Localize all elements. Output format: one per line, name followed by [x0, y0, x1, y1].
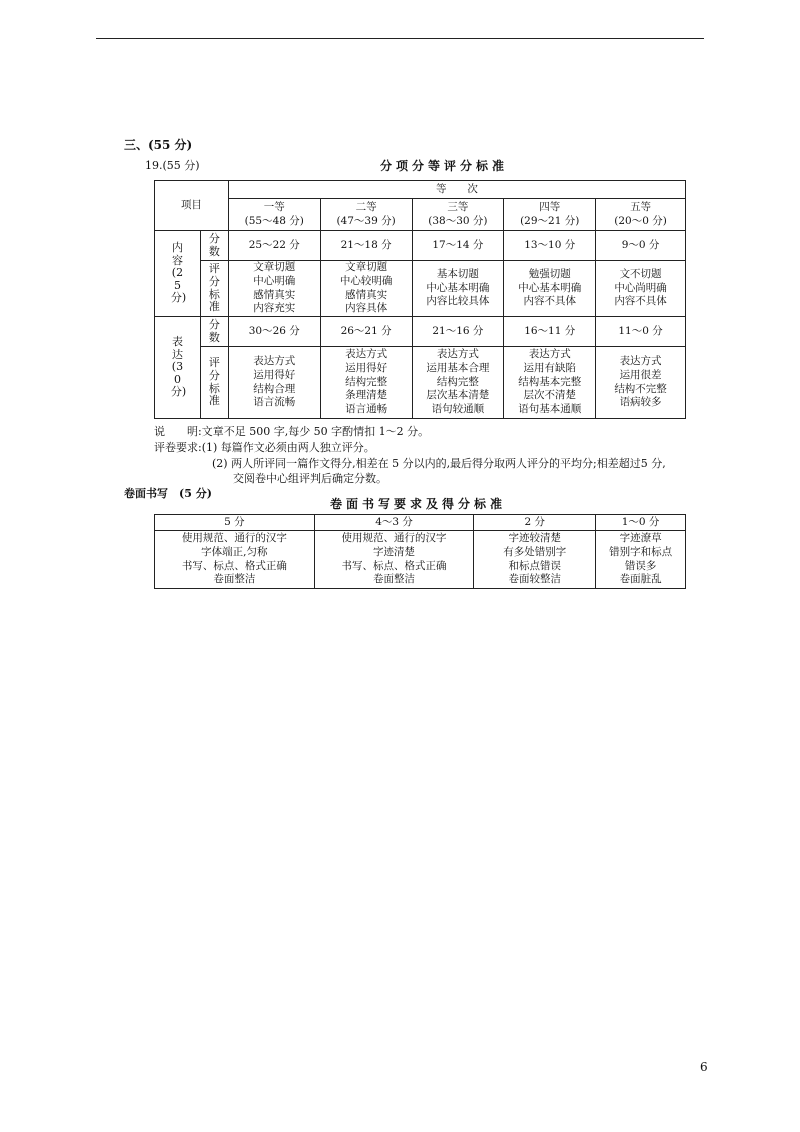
expression-label-cell [155, 317, 201, 419]
grade-name: 一等 [263, 200, 285, 213]
handwriting-header: 5 分 [155, 515, 315, 531]
content-score: 9～0 分 [596, 231, 686, 261]
item-header: 项目 [155, 181, 229, 231]
expression-score: 26～21 分 [320, 317, 412, 347]
expression-criteria-label-cell [200, 347, 228, 419]
expression-criteria: 表达方式 运用得好 结构合理 语言流畅 [228, 347, 320, 419]
content-criteria-label-cell [200, 261, 228, 317]
explain-note: 说 明:文章不足 500 字,每少 50 字酌情扣 1～2 分。 [154, 425, 430, 438]
expression-score: 16～11 分 [504, 317, 596, 347]
question-label: 19.(55 分) [145, 159, 200, 172]
expression-criteria: 表达方式 运用得好 结构完整 条理清楚 语言通畅 [320, 347, 412, 419]
grade-4-header [504, 199, 596, 231]
content-label-cell [155, 231, 201, 317]
handwriting-header: 1～0 分 [596, 515, 686, 531]
content-label: 内容(25分) [170, 240, 187, 305]
score-label: 分数 [208, 231, 220, 258]
handwriting-header: 4～3 分 [314, 515, 474, 531]
content-criteria: 基本切题 中心基本明确 内容比较具体 [412, 261, 504, 317]
handwriting-header: 2 分 [474, 515, 596, 531]
page-number: 6 [700, 1060, 708, 1074]
grade-range: (38～30 分) [428, 214, 488, 227]
expression-label: 表达(30分) [170, 334, 187, 399]
requirement-2: (2) 两人所评同一篇作文得分,相差在 5 分以内的,最后得分取两人评分的平均分;相差超过5 分, [212, 457, 666, 470]
content-criteria: 勉强切题 中心基本明确 内容不具体 [504, 261, 596, 317]
handwriting-criteria: 字迹较清楚 有多处错别字 和标点错误 卷面较整洁 [474, 531, 596, 589]
handwriting-criteria: 使用规范、通行的汉字 字迹清楚 书写、标点、格式正确 卷面整洁 [314, 531, 474, 589]
expression-score-label-cell [200, 317, 228, 347]
content-score: 13～10 分 [504, 231, 596, 261]
grade-range: (29～21 分) [520, 214, 580, 227]
requirement-1: 评卷要求:(1) 每篇作文必须由两人独立评分。 [154, 441, 375, 454]
content-score: 21～18 分 [320, 231, 412, 261]
grade-range: (55～48 分) [244, 214, 304, 227]
score-label: 分数 [208, 317, 220, 344]
grade-2-header [320, 199, 412, 231]
content-score-label-cell [200, 231, 228, 261]
top-rule [96, 38, 704, 39]
expression-score: 30～26 分 [228, 317, 320, 347]
table2-title: 卷面书写要求及得分标准 [330, 497, 507, 511]
expression-score: 21～16 分 [412, 317, 504, 347]
section-title: 三、(55 分) [124, 138, 193, 152]
content-score: 25～22 分 [228, 231, 320, 261]
expression-criteria: 表达方式 运用基本合理 结构完整 层次基本清楚 语句较通顺 [412, 347, 504, 419]
grade-5-header [596, 199, 686, 231]
table1-title: 分项分等评分标准 [380, 159, 509, 173]
requirement-2-continued: 交阅卷中心组评判后确定分数。 [233, 472, 387, 485]
handwriting-criteria: 字迹潦草 错别字和标点 错误多 卷面脏乱 [596, 531, 686, 589]
grade-name: 二等 [355, 200, 377, 213]
content-criteria: 文不切题 中心尚明确 内容不具体 [596, 261, 686, 317]
criteria-label: 评分标准 [208, 262, 220, 314]
content-score: 17～14 分 [412, 231, 504, 261]
grade-range: (20～0 分) [614, 214, 667, 227]
expression-criteria: 表达方式 运用有缺陷 结构基本完整 层次不清楚 语句基本通顺 [504, 347, 596, 419]
content-criteria: 文章切题 中心明确 感情真实 内容充实 [228, 261, 320, 317]
grade-name: 四等 [539, 200, 561, 213]
content-criteria: 文章切题 中心较明确 感情真实 内容具体 [320, 261, 412, 317]
grade-1-header [228, 199, 320, 231]
grading-table [154, 180, 686, 419]
grade-name: 三等 [447, 200, 469, 213]
expression-score: 11～0 分 [596, 317, 686, 347]
grade-range: (47～39 分) [336, 214, 396, 227]
grade-header: 等 次 [228, 181, 685, 199]
grade-3-header [412, 199, 504, 231]
handwriting-table [154, 514, 686, 589]
expression-criteria: 表达方式 运用很差 结构不完整 语病较多 [596, 347, 686, 419]
handwriting-criteria: 使用规范、通行的汉字 字体端正,匀称 书写、标点、格式正确 卷面整洁 [155, 531, 315, 589]
grade-name: 五等 [630, 200, 652, 213]
section2-title: 卷面书写 (5 分) [124, 487, 212, 500]
criteria-label: 评分标准 [208, 356, 220, 408]
